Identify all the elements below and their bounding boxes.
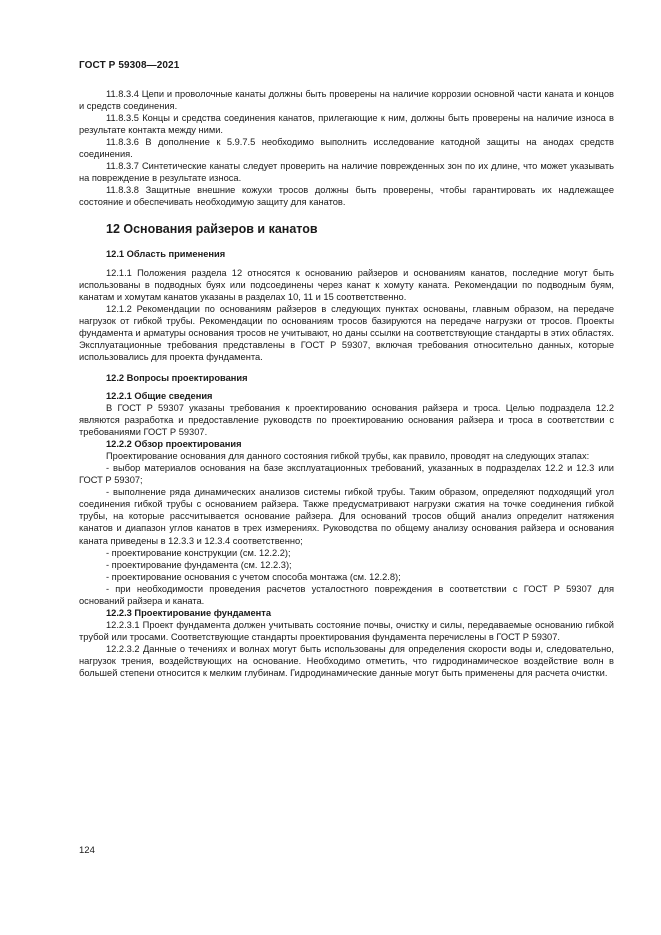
paragraph: - проектирование конструкции (см. 12.2.2); — [106, 547, 291, 558]
subsection-heading: 12.2.1 Общие сведения — [106, 390, 213, 401]
paragraph: 11.8.3.6 В дополнение к 5.9.7.5 необходимо выполнить исследование катодной защиты на анодах средств соединения. — [79, 137, 614, 160]
subsection-heading: 12.1 Область применения — [106, 249, 226, 260]
paragraph: 12.2.3.2 Данные о течениях и волнах могут быть использованы для определения скорости воды и, следовательно, нагрузок трения, воздействующих на основание. Необходимо отметить, что гидродинамическое воздействие волн в большей степени относится к мелким глубинам. Гидродинамические данные могут быть применены для расчета очистки. — [79, 643, 614, 679]
paragraph: 12.1.1 Положения раздела 12 относятся к основанию райзеров и основаниям канатов, последние могут быть использованы в подводных буях или подсоединены через канат к хомуту каната. Рекомендации по подводным буям, канатам и хомутам канатов указаны в разделах 10, 11 и 15 соответственно. — [79, 267, 614, 302]
page-number: 124 — [79, 845, 95, 856]
subsection-heading: 12.2.3 Проектирование фундамента — [106, 607, 272, 618]
paragraph: 11.8.3.7 Синтетические канаты следует проверить на наличие поврежденных зон по их длине, что может указывать на повреждение в результате износа. — [79, 161, 614, 184]
paragraph: 11.8.3.8 Защитные внешние кожухи тросов должны быть проверены, чтобы гарантировать их надлежащее состояние и обеспечивать необходимую защиту для канатов. — [79, 185, 614, 208]
paragraph: - при необходимости проведения расчетов усталостного повреждения в соответствии с ГОСТ Р 59307 для оснований райзера и каната. — [79, 583, 614, 606]
paragraph: Проектирование основания для данного состояния гибкой трубы, как правило, проводят на следующих этапах: — [106, 451, 590, 462]
section-heading: 12 Основания райзеров и канатов — [106, 222, 318, 237]
paragraph: 11.8.3.5 Концы и средства соединения канатов, прилегающие к ним, должны быть проверены на наличие износа в результате контакта между ними. — [79, 113, 614, 136]
paragraph: - проектирование основания с учетом способа монтажа (см. 12.2.8); — [106, 571, 401, 582]
paragraph: 12.1.2 Рекомендации по основаниям райзеров в следующих пунктах основаны, главным образом, на передаче нагрузок от гибкой трубы. Рекомендации по основаниям тросов базируются на передаче нагрузки от тросов. Проекты фундамента и арматуры основания тросов не учитывают, но даны ссылки на соответствующие стандарты в этих областях. Эксплуатационные требования представлены в ГОСТ Р 59307, включая требования относительно данных, которые использовались для проекта фундамента. — [79, 303, 614, 362]
subsection-heading: 12.2 Вопросы проектирования — [106, 372, 248, 383]
paragraph: 11.8.3.4 Цепи и проволочные канаты должны быть проверены на наличие коррозии основной части каната и концов и средств соединения. — [79, 89, 614, 112]
paragraph: - выбор материалов основания на базе эксплуатационных требований, указанных в подразделах 12.2 и 12.3 или ГОСТ Р 59307; — [79, 463, 614, 486]
document-header: ГОСТ Р 59308—2021 — [79, 60, 180, 71]
subsection-heading: 12.2.2 Обзор проектирования — [106, 439, 242, 450]
paragraph: В ГОСТ Р 59307 указаны требования к проектированию основания райзера и троса. Целью подраздела 12.2 являются разработка и предоставление руководств по проектированию основания райзера и троса в соответствии с требованиями ГОСТ Р 59307. — [79, 402, 614, 438]
paragraph: - выполнение ряда динамических анализов системы гибкой трубы. Таким образом, определяют подходящий угол соединения гибкой трубы с основанием райзера. Также предусматривают нагрузки сжатия на точке соединения гибкой трубы, на которые рассчитывается основание райзера. Для оснований тросов общий анализ определит натяжения канатов и диапазон углов канатов в трех измерениях. Руководства по общему анализу основания райзера и основания каната приведены в 12.3.3 и 12.3.4 соответственно; — [79, 487, 614, 546]
paragraph: 12.2.3.1 Проект фундамента должен учитывать состояние почвы, очистку и силы, передаваемые основанию гибкой трубой или тросами. Соответствующие стандарты проектирования фундамента перечислены в ГОСТ Р 59307. — [79, 619, 614, 642]
page-body — [79, 88, 614, 679]
paragraph: - проектирование фундамента (см. 12.2.3); — [106, 559, 292, 570]
